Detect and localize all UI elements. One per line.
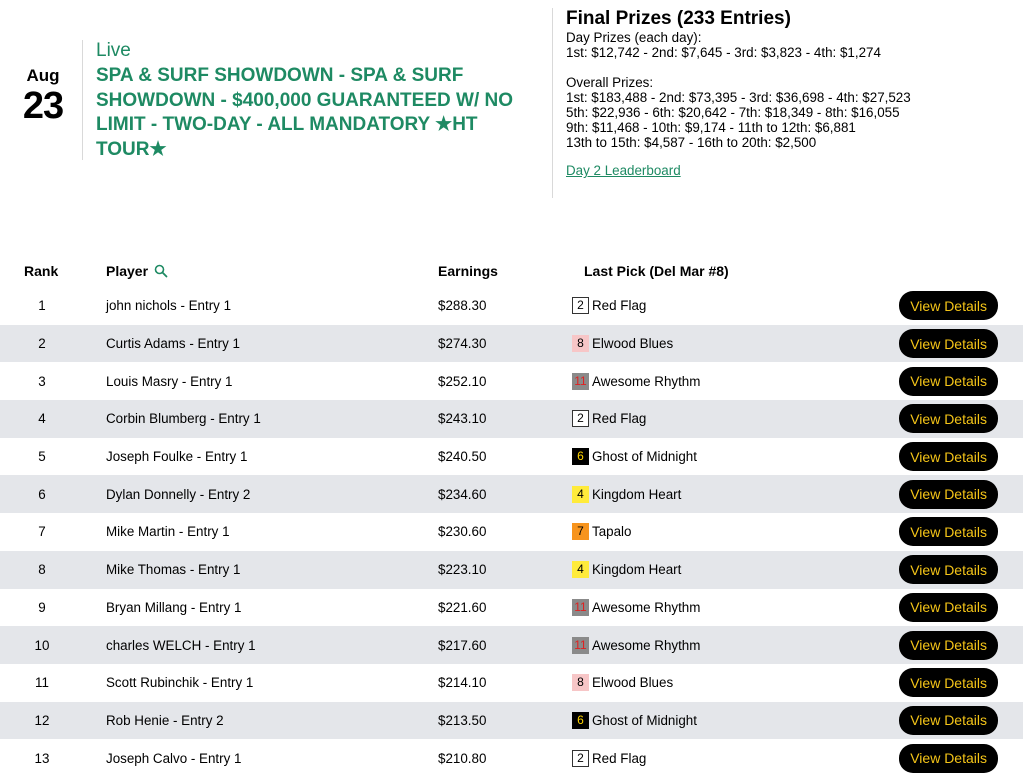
horse-name: Elwood Blues — [592, 336, 674, 352]
view-details-button[interactable]: View Details — [899, 631, 998, 660]
row-last-pick — [572, 438, 697, 476]
row-earnings: $210.80 — [438, 750, 487, 766]
view-details-button[interactable]: View Details — [899, 367, 998, 396]
table-row — [0, 664, 1023, 702]
overall-prizes-line: 9th: $11,468 - 10th: $9,174 - 11th to 12th: $6,881 — [566, 120, 856, 135]
row-rank: 11 — [35, 675, 49, 691]
view-details-button[interactable]: View Details — [899, 404, 998, 433]
row-rank: 2 — [38, 336, 46, 352]
row-earnings: $213.50 — [438, 712, 487, 728]
overall-prizes-line: 1st: $183,488 - 2nd: $73,395 - 3rd: $36,698 - 4th: $27,523 — [566, 90, 911, 105]
saddle-cloth-number: 11 — [572, 599, 589, 616]
overall-prizes-line: 13th to 15th: $4,587 - 16th to 20th: $2,500 — [566, 135, 817, 150]
row-earnings: $221.60 — [438, 599, 487, 615]
header-player — [106, 263, 168, 279]
view-details-button[interactable]: View Details — [899, 706, 998, 735]
row-rank: 10 — [34, 637, 50, 653]
saddle-cloth-number: 4 — [572, 561, 589, 578]
row-player: Dylan Donnelly - Entry 2 — [106, 486, 251, 502]
row-player: Bryan Millang - Entry 1 — [106, 599, 242, 615]
row-action — [899, 702, 998, 740]
row-rank: 4 — [38, 411, 46, 427]
horse-name: Elwood Blues — [592, 675, 674, 691]
row-player: Louis Masry - Entry 1 — [106, 373, 233, 389]
view-details-button[interactable]: View Details — [899, 555, 998, 584]
table-row — [0, 513, 1023, 551]
search-icon[interactable] — [154, 264, 168, 278]
horse-name: Awesome Rhythm — [592, 637, 701, 653]
row-action — [899, 513, 998, 551]
table-row — [0, 400, 1023, 438]
table-row — [0, 551, 1023, 589]
table-row — [0, 626, 1023, 664]
view-details-button[interactable]: View Details — [899, 329, 998, 358]
table-row — [0, 739, 1023, 777]
row-earnings: $252.10 — [438, 373, 487, 389]
header-rank: Rank — [24, 263, 59, 279]
overall-prizes-label: Overall Prizes: — [566, 75, 654, 90]
row-rank: 13 — [34, 750, 50, 766]
view-details-button[interactable]: View Details — [899, 517, 998, 546]
horse-name: Ghost of Midnight — [592, 449, 697, 465]
row-action — [899, 739, 998, 777]
table-row — [0, 325, 1023, 363]
row-earnings: $240.50 — [438, 449, 487, 465]
row-player: Corbin Blumberg - Entry 1 — [106, 411, 261, 427]
row-player: Joseph Foulke - Entry 1 — [106, 449, 248, 465]
view-details-button[interactable]: View Details — [899, 442, 998, 471]
row-player: john nichols - Entry 1 — [106, 298, 232, 314]
row-earnings: $288.30 — [438, 298, 487, 314]
event-title: SPA & SURF SHOWDOWN - SPA & SURF SHOWDOWN - $400,000 GUARANTEED W/ NO LIMIT - TWO-DAY - ALL MANDATORY ★HT TOUR★ — [96, 65, 513, 160]
row-last-pick — [572, 475, 681, 513]
row-last-pick — [572, 362, 700, 400]
event-date — [18, 66, 68, 126]
row-player: Mike Martin - Entry 1 — [106, 524, 230, 540]
table-row — [0, 589, 1023, 627]
row-action — [899, 589, 998, 627]
row-rank: 8 — [38, 562, 46, 578]
row-last-pick — [572, 626, 700, 664]
saddle-cloth-number: 6 — [572, 448, 589, 465]
saddle-cloth-number: 11 — [572, 637, 589, 654]
event-month: Aug — [26, 66, 60, 85]
row-player: Rob Henie - Entry 2 — [106, 712, 224, 728]
row-last-pick — [572, 739, 646, 777]
table-row — [0, 438, 1023, 476]
row-rank: 5 — [38, 449, 46, 465]
row-action — [899, 664, 998, 702]
row-last-pick — [572, 702, 697, 740]
saddle-cloth-number: 4 — [572, 486, 589, 503]
saddle-cloth-number: 2 — [572, 410, 589, 427]
day-prizes-line: 1st: $12,742 - 2nd: $7,645 - 3rd: $3,823 - 4th: $1,274 — [566, 45, 881, 60]
view-details-button[interactable]: View Details — [899, 744, 998, 773]
row-rank: 3 — [38, 373, 46, 389]
horse-name: Ghost of Midnight — [592, 712, 697, 728]
day-2-leaderboard-link[interactable]: Day 2 Leaderboard — [566, 163, 681, 178]
saddle-cloth-number: 7 — [572, 523, 589, 540]
table-row — [0, 702, 1023, 740]
row-earnings: $223.10 — [438, 562, 487, 578]
view-details-button[interactable]: View Details — [899, 668, 998, 697]
header-earnings: Earnings — [438, 263, 498, 279]
prizes-heading: Final Prizes (233 Entries) — [566, 8, 791, 29]
saddle-cloth-number: 11 — [572, 373, 589, 390]
table-row — [0, 362, 1023, 400]
saddle-cloth-number: 2 — [572, 750, 589, 767]
row-rank: 12 — [34, 712, 50, 728]
event-day: 23 — [22, 85, 64, 127]
table-header — [0, 257, 1023, 287]
header-divider — [82, 40, 83, 160]
view-details-button[interactable]: View Details — [899, 291, 998, 320]
horse-name: Red Flag — [592, 750, 647, 766]
row-earnings: $234.60 — [438, 486, 487, 502]
row-earnings: $214.10 — [438, 675, 487, 691]
row-player: Mike Thomas - Entry 1 — [106, 562, 241, 578]
view-details-button[interactable]: View Details — [899, 593, 998, 622]
horse-name: Red Flag — [592, 298, 647, 314]
table-row — [0, 287, 1023, 325]
row-player: charles WELCH - Entry 1 — [106, 637, 256, 653]
row-action — [899, 626, 998, 664]
row-last-pick — [572, 325, 673, 363]
row-action — [899, 325, 998, 363]
row-earnings: $243.10 — [438, 411, 487, 427]
row-action — [899, 475, 998, 513]
row-action — [899, 362, 998, 400]
leaderboard-table — [0, 257, 1023, 777]
event-status: Live — [96, 40, 131, 61]
row-player: Scott Rubinchik - Entry 1 — [106, 675, 254, 691]
row-player: Curtis Adams - Entry 1 — [106, 336, 240, 352]
row-last-pick — [572, 551, 681, 589]
prizes-panel — [566, 8, 1016, 180]
view-details-button[interactable]: View Details — [899, 480, 998, 509]
horse-name: Kingdom Heart — [592, 486, 682, 502]
overall-prizes-line: 5th: $22,936 - 6th: $20,642 - 7th: $18,349 - 8th: $16,055 — [566, 105, 900, 120]
day-prizes-label: Day Prizes (each day): — [566, 30, 702, 45]
horse-name: Awesome Rhythm — [592, 373, 701, 389]
header-player-label: Player — [106, 263, 149, 279]
horse-name: Red Flag — [592, 411, 647, 427]
saddle-cloth-number: 8 — [572, 335, 589, 352]
table-body — [0, 287, 1023, 777]
row-action — [899, 551, 998, 589]
row-last-pick — [572, 400, 646, 438]
row-player: Joseph Calvo - Entry 1 — [106, 750, 242, 766]
row-action — [899, 287, 998, 325]
row-last-pick — [572, 287, 646, 325]
row-earnings: $217.60 — [438, 637, 487, 653]
row-last-pick — [572, 589, 700, 627]
row-rank: 6 — [38, 486, 46, 502]
row-earnings: $230.60 — [438, 524, 487, 540]
row-last-pick — [572, 513, 631, 551]
row-action — [899, 438, 998, 476]
row-rank: 1 — [38, 298, 46, 314]
header-last-pick: Last Pick (Del Mar #8) — [584, 263, 729, 279]
row-rank: 9 — [38, 599, 46, 615]
saddle-cloth-number: 8 — [572, 674, 589, 691]
row-earnings: $274.30 — [438, 336, 487, 352]
horse-name: Kingdom Heart — [592, 562, 682, 578]
row-action — [899, 400, 998, 438]
row-last-pick — [572, 664, 673, 702]
horse-name: Awesome Rhythm — [592, 599, 701, 615]
saddle-cloth-number: 6 — [572, 712, 589, 729]
horse-name: Tapalo — [592, 524, 632, 540]
prizes-divider — [552, 8, 553, 198]
saddle-cloth-number: 2 — [572, 297, 589, 314]
table-row — [0, 475, 1023, 513]
row-rank: 7 — [38, 524, 46, 540]
